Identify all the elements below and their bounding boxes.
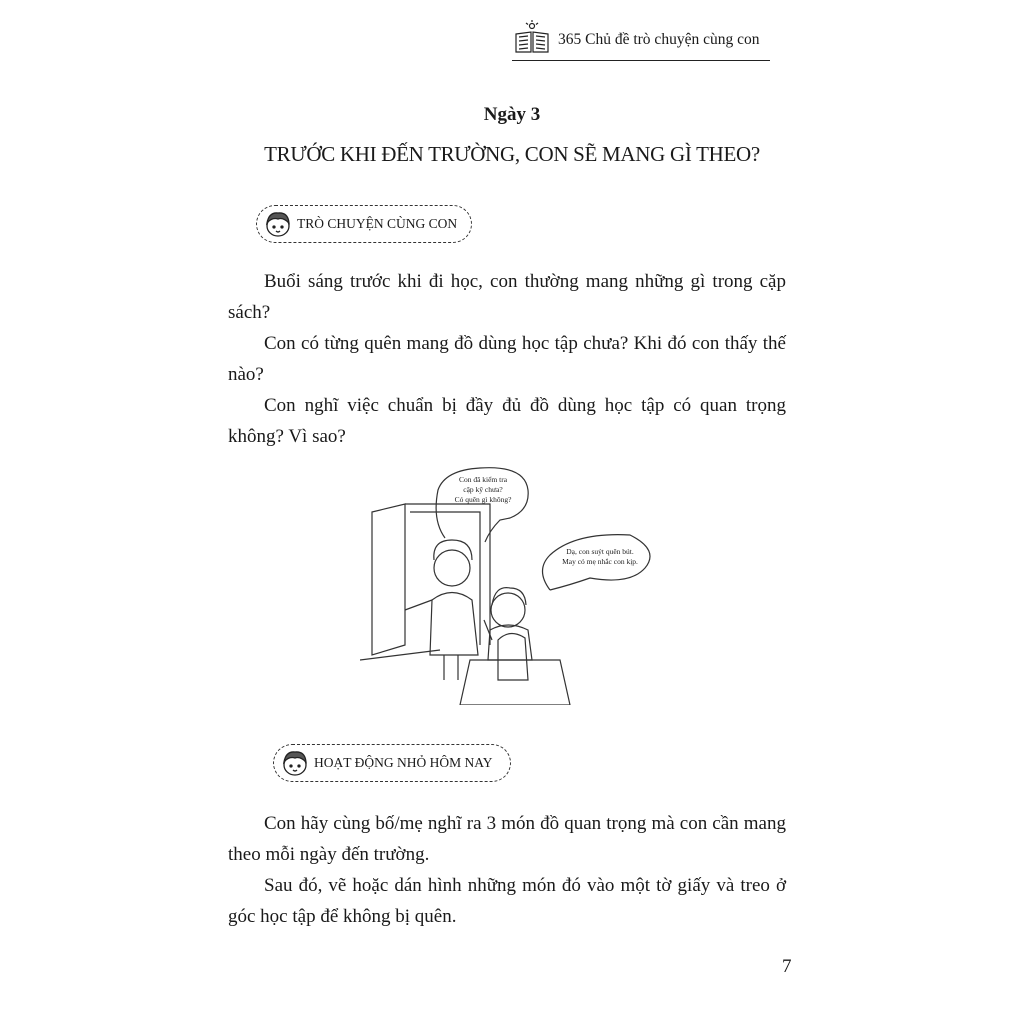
- paragraph: Con hãy cùng bố/mẹ nghĩ ra 3 món đồ quan trọng mà con cần mang theo mỗi ngày đến trường.: [228, 813, 786, 865]
- child-speech: Dạ, con suýt quên bút.: [566, 547, 634, 556]
- mother-speech: Con đã kiểm tra: [458, 475, 508, 484]
- paragraph: Con nghĩ việc chuẩn bị đầy đủ đồ dùng học tập có quan trọng không? Vì sao?: [228, 395, 786, 447]
- child-face-icon: [263, 209, 293, 239]
- paragraph: Sau đó, vẽ hoặc dán hình những món đó vào một tờ giấy và treo ở góc học tập để không bị quên.: [228, 875, 786, 927]
- section-label: TRÒ CHUYỆN CÙNG CON: [297, 216, 458, 231]
- section-badge-talk: [256, 205, 472, 243]
- mother-child-illustration: [360, 460, 660, 705]
- svg-text:May có mẹ nhắc con kịp.: May có mẹ nhắc con kịp.: [562, 557, 638, 566]
- section-label: HOẠT ĐỘNG NHỎ HÔM NAY: [314, 755, 493, 770]
- child-face-icon: [280, 748, 310, 778]
- svg-text:Có quên gì không?: Có quên gì không?: [454, 495, 512, 504]
- paragraph: Con có từng quên mang đồ dùng học tập chưa? Khi đó con thấy thế nào?: [228, 333, 786, 385]
- paragraph: Buổi sáng trước khi đi học, con thường mang những gì trong cặp sách?: [228, 271, 786, 323]
- section-badge-activity: [273, 744, 511, 782]
- book-title: 365 Chủ đề trò chuyện cùng con: [558, 31, 760, 48]
- header-divider: [512, 60, 770, 61]
- open-book-lightbulb-icon: [514, 20, 550, 54]
- running-header: [512, 18, 770, 62]
- day-label: Ngày 3: [483, 104, 541, 125]
- topic-title: TRƯỚC KHI ĐẾN TRƯỜNG, CON SẼ MANG GÌ THEO?: [264, 142, 760, 166]
- svg-text:cặp kỹ chưa?: cặp kỹ chưa?: [463, 485, 503, 494]
- page-number: 7: [782, 956, 792, 977]
